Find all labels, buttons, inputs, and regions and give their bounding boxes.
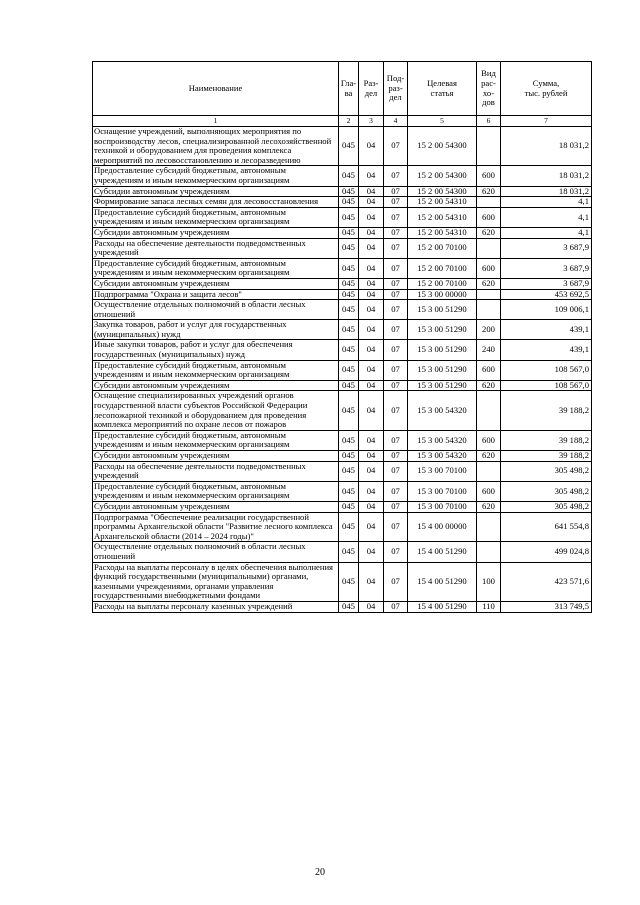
header-expense-type: Вид рас- хо- дов xyxy=(477,62,501,116)
cell-chapter: 045 xyxy=(339,430,359,450)
cell-subsection: 07 xyxy=(384,340,408,360)
cell-target: 15 3 00 54320 xyxy=(408,451,477,462)
cell-expense-type xyxy=(477,238,501,258)
column-number: 4 xyxy=(384,116,408,127)
cell-subsection: 07 xyxy=(384,197,408,208)
cell-name: Иные закупки товаров, работ и услуг для обеспечения государственных (муниципальных) нужд xyxy=(93,340,339,360)
cell-section: 04 xyxy=(359,320,384,340)
cell-expense-type: 600 xyxy=(477,258,501,278)
cell-target: 15 4 00 51290 xyxy=(408,601,477,612)
cell-expense-type xyxy=(477,512,501,542)
cell-chapter: 045 xyxy=(339,501,359,512)
cell-sum: 305 498,2 xyxy=(501,501,592,512)
cell-sum: 4,1 xyxy=(501,197,592,208)
cell-chapter: 045 xyxy=(339,320,359,340)
cell-target: 15 3 00 51290 xyxy=(408,300,477,320)
table-body xyxy=(93,127,592,613)
cell-chapter: 045 xyxy=(339,197,359,208)
cell-subsection: 07 xyxy=(384,166,408,186)
cell-name: Субсидии автономным учреждениям xyxy=(93,278,339,289)
table-row xyxy=(93,360,592,380)
cell-subsection: 07 xyxy=(384,430,408,450)
cell-sum: 641 554,8 xyxy=(501,512,592,542)
cell-sum: 109 006,1 xyxy=(501,300,592,320)
cell-section: 04 xyxy=(359,481,384,501)
cell-sum: 18 031,2 xyxy=(501,166,592,186)
cell-target: 15 4 00 51290 xyxy=(408,562,477,601)
cell-sum: 3 687,9 xyxy=(501,238,592,258)
cell-sum: 108 567,0 xyxy=(501,360,592,380)
cell-chapter: 045 xyxy=(339,451,359,462)
cell-name: Субсидии автономным учреждениям xyxy=(93,451,339,462)
cell-target: 15 2 00 70100 xyxy=(408,258,477,278)
cell-sum: 108 567,0 xyxy=(501,380,592,391)
cell-chapter: 045 xyxy=(339,207,359,227)
table-row xyxy=(93,186,592,197)
cell-chapter: 045 xyxy=(339,481,359,501)
cell-section: 04 xyxy=(359,207,384,227)
column-number: 6 xyxy=(477,116,501,127)
cell-expense-type: 110 xyxy=(477,601,501,612)
table-row xyxy=(93,300,592,320)
cell-target: 15 3 00 70100 xyxy=(408,501,477,512)
cell-name: Предоставление субсидий бюджетным, автономным учреждениям и иным некоммерческим организациям xyxy=(93,166,339,186)
cell-target: 15 3 00 51290 xyxy=(408,360,477,380)
cell-expense-type: 600 xyxy=(477,481,501,501)
cell-section: 04 xyxy=(359,340,384,360)
cell-target: 15 2 00 70100 xyxy=(408,278,477,289)
cell-section: 04 xyxy=(359,461,384,481)
cell-name: Предоставление субсидий бюджетным, автономным учреждениям и иным некоммерческим организациям xyxy=(93,207,339,227)
cell-expense-type: 600 xyxy=(477,207,501,227)
cell-expense-type: 620 xyxy=(477,501,501,512)
table-row xyxy=(93,238,592,258)
table-row xyxy=(93,320,592,340)
cell-subsection: 07 xyxy=(384,380,408,391)
cell-chapter: 045 xyxy=(339,391,359,430)
cell-sum: 423 571,6 xyxy=(501,562,592,601)
cell-target: 15 2 00 54310 xyxy=(408,207,477,227)
cell-chapter: 045 xyxy=(339,512,359,542)
cell-target: 15 3 00 70100 xyxy=(408,461,477,481)
cell-expense-type: 620 xyxy=(477,451,501,462)
cell-sum: 18 031,2 xyxy=(501,186,592,197)
cell-section: 04 xyxy=(359,238,384,258)
cell-expense-type: 620 xyxy=(477,380,501,391)
cell-sum: 453 692,5 xyxy=(501,289,592,300)
cell-chapter: 045 xyxy=(339,360,359,380)
cell-section: 04 xyxy=(359,562,384,601)
cell-chapter: 045 xyxy=(339,289,359,300)
cell-subsection: 07 xyxy=(384,186,408,197)
table-row xyxy=(93,512,592,542)
table-row xyxy=(93,340,592,360)
cell-name: Закупка товаров, работ и услуг для государственных (муниципальных) нужд xyxy=(93,320,339,340)
table-row xyxy=(93,542,592,562)
cell-expense-type: 100 xyxy=(477,562,501,601)
cell-name: Субсидии автономным учреждениям xyxy=(93,501,339,512)
header-chapter: Гла- ва xyxy=(339,62,359,116)
cell-sum: 18 031,2 xyxy=(501,127,592,166)
cell-chapter: 045 xyxy=(339,127,359,166)
cell-target: 15 2 00 54300 xyxy=(408,186,477,197)
cell-subsection: 07 xyxy=(384,562,408,601)
cell-subsection: 07 xyxy=(384,451,408,462)
cell-chapter: 045 xyxy=(339,227,359,238)
table-row xyxy=(93,207,592,227)
cell-subsection: 07 xyxy=(384,481,408,501)
cell-section: 04 xyxy=(359,601,384,612)
cell-expense-type: 620 xyxy=(477,186,501,197)
cell-expense-type: 200 xyxy=(477,320,501,340)
cell-section: 04 xyxy=(359,451,384,462)
cell-subsection: 07 xyxy=(384,300,408,320)
cell-name: Расходы на выплаты персоналу в целях обеспечения выполнения функций государственными (муниципальными) органами, казенными учреждениями, органами управления государственными внебюджетными фондами xyxy=(93,562,339,601)
cell-section: 04 xyxy=(359,391,384,430)
table-row xyxy=(93,430,592,450)
cell-subsection: 07 xyxy=(384,207,408,227)
cell-sum: 439,1 xyxy=(501,340,592,360)
cell-sum: 3 687,9 xyxy=(501,258,592,278)
cell-chapter: 045 xyxy=(339,380,359,391)
cell-sum: 313 749,5 xyxy=(501,601,592,612)
table-row xyxy=(93,127,592,166)
cell-expense-type xyxy=(477,542,501,562)
cell-sum: 4,1 xyxy=(501,207,592,227)
table-row xyxy=(93,562,592,601)
cell-name: Оснащение учреждений, выполняющих мероприятия по воспроизводству лесов, специализированной лесохозяйственной техникой и оборудованием для проведения комплекса мероприятий по лесовосстановлению и лесоразведению xyxy=(93,127,339,166)
cell-section: 04 xyxy=(359,289,384,300)
cell-expense-type: 600 xyxy=(477,430,501,450)
cell-expense-type: 240 xyxy=(477,340,501,360)
cell-target: 15 3 00 54320 xyxy=(408,391,477,430)
cell-chapter: 045 xyxy=(339,278,359,289)
table-row xyxy=(93,380,592,391)
cell-target: 15 2 00 54300 xyxy=(408,166,477,186)
cell-name: Осуществление отдельных полномочий в области лесных отношений xyxy=(93,542,339,562)
cell-section: 04 xyxy=(359,512,384,542)
header-sum: Сумма, тыс. рублей xyxy=(501,62,592,116)
cell-target: 15 3 00 51290 xyxy=(408,380,477,391)
cell-subsection: 07 xyxy=(384,320,408,340)
cell-name: Предоставление субсидий бюджетным, автономным учреждениям и иным некоммерческим организациям xyxy=(93,430,339,450)
cell-target: 15 4 00 51290 xyxy=(408,542,477,562)
cell-section: 04 xyxy=(359,278,384,289)
table-row xyxy=(93,451,592,462)
cell-chapter: 045 xyxy=(339,300,359,320)
header-section: Раз- дел xyxy=(359,62,384,116)
cell-section: 04 xyxy=(359,166,384,186)
cell-target: 15 3 00 51290 xyxy=(408,340,477,360)
cell-name: Субсидии автономным учреждениям xyxy=(93,380,339,391)
cell-sum: 3 687,9 xyxy=(501,278,592,289)
table-row xyxy=(93,501,592,512)
column-number-row xyxy=(93,116,592,127)
cell-chapter: 045 xyxy=(339,542,359,562)
cell-name: Субсидии автономным учреждениям xyxy=(93,227,339,238)
cell-sum: 439,1 xyxy=(501,320,592,340)
cell-sum: 39 188,2 xyxy=(501,391,592,430)
cell-section: 04 xyxy=(359,186,384,197)
column-number: 5 xyxy=(408,116,477,127)
cell-expense-type xyxy=(477,197,501,208)
table-row xyxy=(93,461,592,481)
column-number: 2 xyxy=(339,116,359,127)
cell-subsection: 07 xyxy=(384,512,408,542)
cell-sum: 39 188,2 xyxy=(501,451,592,462)
cell-name: Предоставление субсидий бюджетным, автономным учреждениям и иным некоммерческим организациям xyxy=(93,360,339,380)
table-row xyxy=(93,227,592,238)
cell-subsection: 07 xyxy=(384,289,408,300)
table-row xyxy=(93,601,592,612)
page-number: 20 xyxy=(315,867,325,878)
cell-target: 15 3 00 51290 xyxy=(408,320,477,340)
column-number: 7 xyxy=(501,116,592,127)
table-row xyxy=(93,258,592,278)
cell-chapter: 045 xyxy=(339,186,359,197)
cell-expense-type xyxy=(477,391,501,430)
cell-expense-type xyxy=(477,300,501,320)
table-row xyxy=(93,166,592,186)
cell-name: Расходы на обеспечение деятельности подведомственных учреждений xyxy=(93,461,339,481)
header-name: Наименование xyxy=(93,62,339,116)
cell-subsection: 07 xyxy=(384,391,408,430)
table-row xyxy=(93,197,592,208)
cell-sum: 39 188,2 xyxy=(501,430,592,450)
cell-subsection: 07 xyxy=(384,360,408,380)
cell-section: 04 xyxy=(359,300,384,320)
cell-name: Расходы на обеспечение деятельности подведомственных учреждений xyxy=(93,238,339,258)
cell-sum: 305 498,2 xyxy=(501,481,592,501)
header-target: Целевая статья xyxy=(408,62,477,116)
cell-chapter: 045 xyxy=(339,238,359,258)
table-row xyxy=(93,481,592,501)
cell-name: Оснащение специализированных учреждений органов государственной власти субъектов Российской Федерации лесопожарной техникой и оборудованием для проведения комплекса мероприятий по охране лесов от пожаров xyxy=(93,391,339,430)
cell-subsection: 07 xyxy=(384,127,408,166)
cell-section: 04 xyxy=(359,501,384,512)
cell-section: 04 xyxy=(359,542,384,562)
cell-name: Подпрограмма "Охрана и защита лесов" xyxy=(93,289,339,300)
cell-subsection: 07 xyxy=(384,601,408,612)
table-row xyxy=(93,278,592,289)
cell-target: 15 3 00 70100 xyxy=(408,481,477,501)
cell-target: 15 2 00 54310 xyxy=(408,197,477,208)
cell-section: 04 xyxy=(359,258,384,278)
cell-expense-type: 600 xyxy=(477,166,501,186)
cell-section: 04 xyxy=(359,380,384,391)
table-row xyxy=(93,289,592,300)
cell-chapter: 045 xyxy=(339,461,359,481)
cell-sum: 499 024,8 xyxy=(501,542,592,562)
cell-section: 04 xyxy=(359,430,384,450)
budget-table xyxy=(92,61,592,613)
cell-sum: 4,1 xyxy=(501,227,592,238)
cell-expense-type: 620 xyxy=(477,227,501,238)
cell-expense-type xyxy=(477,127,501,166)
cell-target: 15 3 00 00000 xyxy=(408,289,477,300)
cell-target: 15 4 00 00000 xyxy=(408,512,477,542)
cell-expense-type xyxy=(477,461,501,481)
cell-section: 04 xyxy=(359,127,384,166)
header-row xyxy=(93,62,592,116)
column-number: 3 xyxy=(359,116,384,127)
cell-name: Подпрограмма "Обеспечение реализации государственной программы Архангельской области "Развитие лесного комплекса Архангельской области (2014 – 2024 годы)" xyxy=(93,512,339,542)
cell-chapter: 045 xyxy=(339,562,359,601)
cell-subsection: 07 xyxy=(384,227,408,238)
cell-section: 04 xyxy=(359,360,384,380)
header-subsection: Под- раз- дел xyxy=(384,62,408,116)
cell-chapter: 045 xyxy=(339,166,359,186)
cell-name: Субсидии автономным учреждениям xyxy=(93,186,339,197)
cell-section: 04 xyxy=(359,227,384,238)
cell-name: Предоставление субсидий бюджетным, автономным учреждениям и иным некоммерческим организациям xyxy=(93,481,339,501)
cell-subsection: 07 xyxy=(384,258,408,278)
cell-name: Предоставление субсидий бюджетным, автономным учреждениям и иным некоммерческим организациям xyxy=(93,258,339,278)
cell-name: Расходы на выплаты персоналу казенных учреждений xyxy=(93,601,339,612)
cell-target: 15 2 00 70100 xyxy=(408,238,477,258)
cell-target: 15 3 00 54320 xyxy=(408,430,477,450)
cell-expense-type xyxy=(477,289,501,300)
cell-target: 15 2 00 54300 xyxy=(408,127,477,166)
column-number: 1 xyxy=(93,116,339,127)
cell-chapter: 045 xyxy=(339,340,359,360)
cell-sum: 305 498,2 xyxy=(501,461,592,481)
cell-section: 04 xyxy=(359,197,384,208)
cell-chapter: 045 xyxy=(339,258,359,278)
cell-subsection: 07 xyxy=(384,278,408,289)
cell-target: 15 2 00 54310 xyxy=(408,227,477,238)
cell-subsection: 07 xyxy=(384,461,408,481)
table-row xyxy=(93,391,592,430)
cell-subsection: 07 xyxy=(384,238,408,258)
cell-expense-type: 600 xyxy=(477,360,501,380)
cell-name: Осуществление отдельных полномочий в области лесных отношений xyxy=(93,300,339,320)
cell-subsection: 07 xyxy=(384,501,408,512)
cell-chapter: 045 xyxy=(339,601,359,612)
cell-expense-type: 620 xyxy=(477,278,501,289)
cell-name: Формирование запаса лесных семян для лесовосстановления xyxy=(93,197,339,208)
cell-subsection: 07 xyxy=(384,542,408,562)
